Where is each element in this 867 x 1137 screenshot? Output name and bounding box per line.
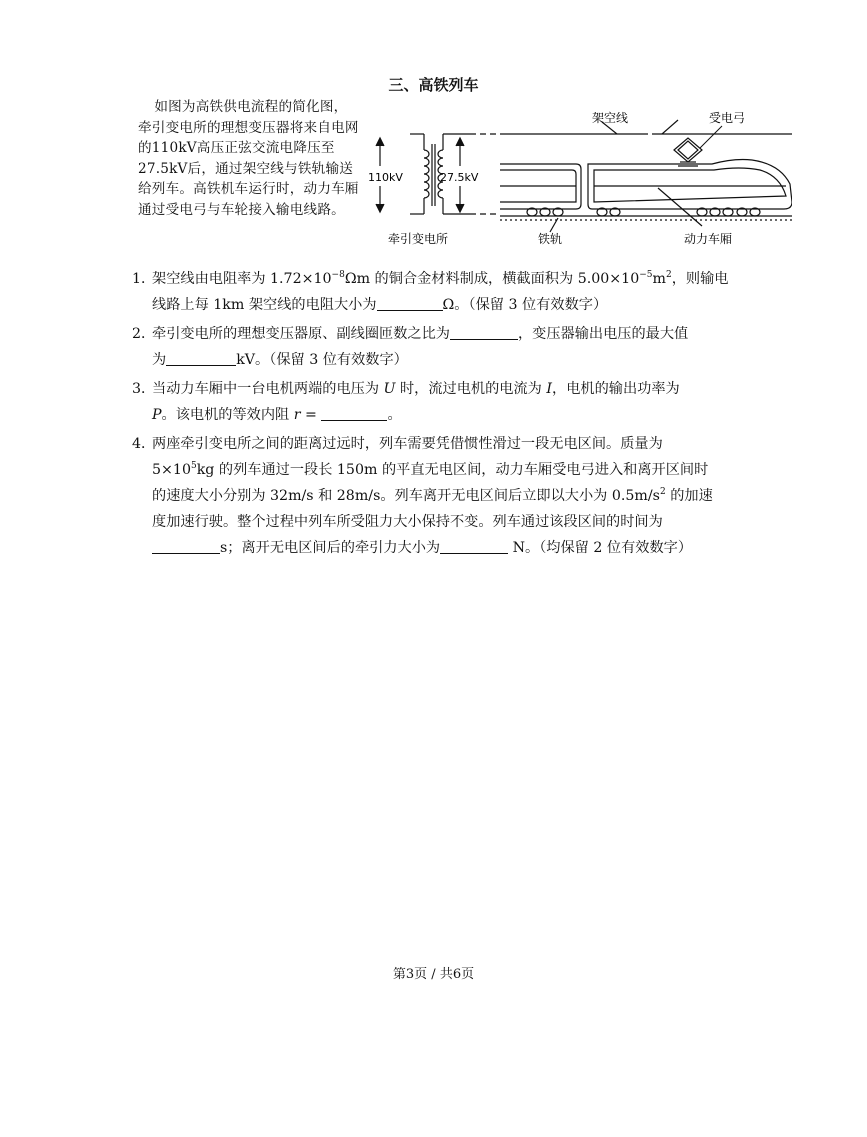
question-number: 3． [132, 381, 156, 397]
diagram-svg [362, 106, 792, 258]
variable: U [383, 381, 396, 397]
page-footer: 第3页 / 共6页 [392, 967, 475, 982]
question-1 [132, 266, 742, 318]
intro-paragraph: 如图为高铁供电流程的简化图，牵引变电所的理想变压器将来自电网的110kV高压正弦交流电降压至27.5kV后，通过架空线与铁轨输送给列车。高铁机车运行时，动力车厢通过受电弓与车轮接入输电线路。 [138, 99, 359, 218]
question-text: 5×10 [152, 462, 191, 478]
superscript: 2 [659, 487, 666, 497]
question-text: 为 [152, 352, 167, 368]
question-text: m [652, 271, 666, 287]
rail-label: 铁轨 [538, 232, 563, 246]
question-text: 当动力车厢中一台电机两端的电压为 [152, 381, 384, 397]
question-text: 牵引变电所的理想变压器原、副线圈匝数之比为 [152, 326, 450, 342]
section-title: 三、高铁列车 [388, 76, 479, 94]
question-text: kV。（保留 3 位有效数字） [236, 352, 408, 368]
question-text: 。该电机的等效内阻 [161, 407, 294, 423]
answer-blank[interactable] [377, 296, 443, 311]
answer-blank[interactable] [450, 325, 518, 340]
question-text: ，则输电 [671, 271, 729, 287]
pantograph [674, 138, 702, 166]
pantograph-label: 受电弓 [709, 111, 746, 125]
question-text: 的速度大小分别为 32m/s 和 28m/s。列车离开无电区间后立即以大小为 0.5m/s [152, 488, 660, 504]
question-text: 度加速行驶。整个过程中列车所受阻力大小保持不变。列车通过该段区间的时间为 [152, 514, 663, 530]
superscript: −8 [331, 270, 345, 280]
variable: I [546, 381, 552, 397]
question-number: 1． [132, 271, 156, 287]
train [500, 160, 792, 233]
question-3 [132, 376, 742, 428]
question-text: 两座牵引变电所之间的距离过远时，列车需要凭借惯性滑过一段无电区间。质量为 [152, 436, 663, 452]
question-text: 的加速 [665, 488, 713, 504]
question-text: = [300, 407, 322, 423]
question-text: N。（均保留 2 位有效数字） [508, 540, 693, 556]
question-text: s；离开无电区间后的牵引力大小为 [220, 540, 441, 556]
secondary-voltage-label: 27.5kV [440, 171, 479, 184]
question-text: 架空线由电阻率为 1.72×10 [152, 271, 332, 287]
power-car-label: 动力车厢 [684, 232, 733, 246]
superscript: 2 [665, 270, 672, 280]
question-text: 线路上每 1km 架空线的电阻大小为 [152, 297, 377, 313]
question-number: 4． [132, 436, 156, 452]
question-text: Ω。（保留 3 位有效数字） [442, 297, 608, 313]
question-number: 2． [132, 326, 156, 342]
question-text: Ωm 的铜合金材料制成，横截面积为 5.00×10 [344, 271, 640, 287]
question-2 [132, 321, 742, 373]
answer-blank[interactable] [440, 539, 508, 554]
variable: r [293, 407, 301, 423]
question-4 [132, 431, 742, 561]
question-text: ，变压器输出电压的最大值 [517, 326, 689, 342]
power-supply-diagram [362, 106, 792, 258]
primary-voltage-label: 110kV [368, 171, 403, 184]
answer-blank[interactable] [152, 539, 220, 554]
variable: P [152, 407, 162, 423]
answer-blank[interactable] [166, 351, 236, 366]
question-text: 。 [387, 407, 402, 423]
answer-blank[interactable] [321, 406, 387, 421]
overhead-line-label: 架空线 [592, 111, 629, 125]
superscript: 5 [190, 461, 197, 471]
question-text: ，电机的输出功率为 [552, 381, 680, 397]
pantograph-leader [700, 126, 722, 148]
substation-label: 牵引变电所 [388, 232, 449, 246]
overhead-line [500, 120, 792, 134]
question-text: 时，流过电机的电流为 [395, 381, 547, 397]
superscript: −5 [639, 270, 653, 280]
question-text: kg 的列车通过一段长 150m 的平直无电区间，动力车厢受电弓进入和离开区间时 [196, 462, 709, 478]
